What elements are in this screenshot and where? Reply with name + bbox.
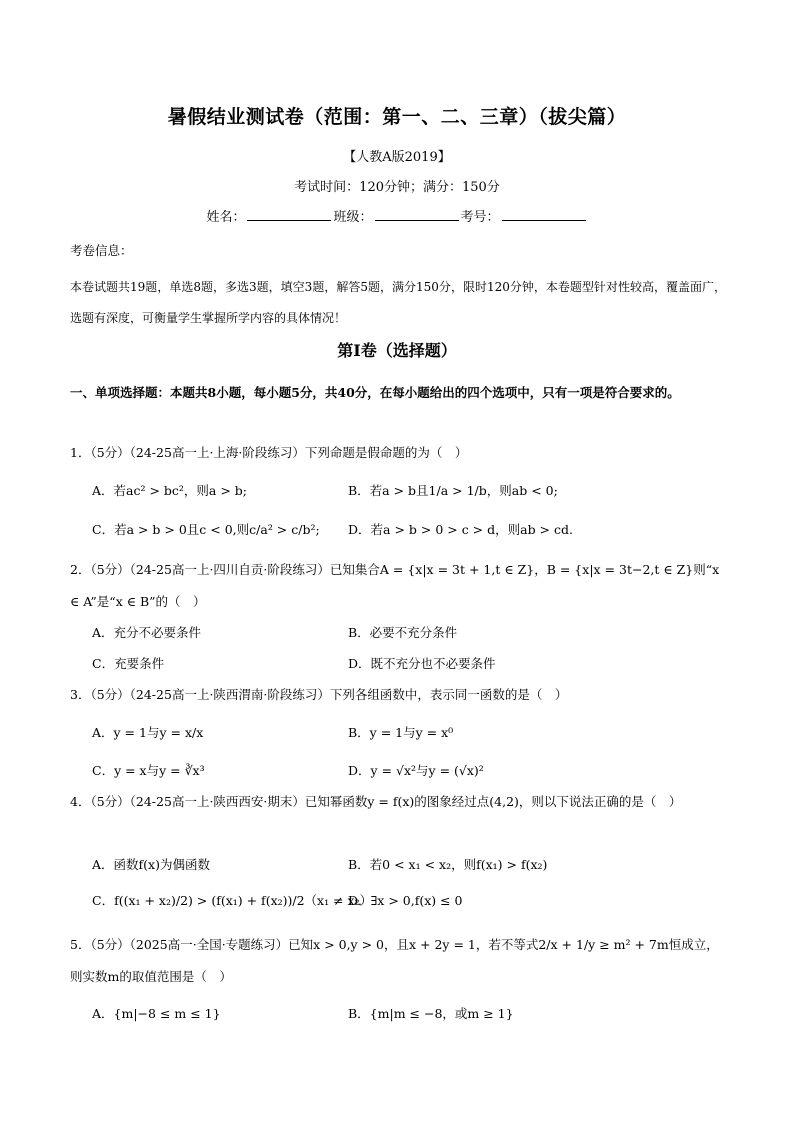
question-1-option-c[interactable]: C．若a > b > 0且c < 0,则c/a² > c/b²; [92,522,320,537]
question-3-option-b[interactable]: B．y = 1与y = x⁰ [348,725,454,740]
question-2-option-b[interactable]: B．必要不充分条件 [348,625,458,640]
question-1-option-b[interactable]: B．若a > b且1/a > 1/b，则ab < 0; [348,483,558,498]
name-blank[interactable] [247,208,331,221]
class-blank[interactable] [375,208,459,221]
class-label: 班级： [333,210,373,225]
question-3-option-d[interactable]: D．y = √x²与y = (√x)² [348,763,484,778]
question-1-option-a[interactable]: A．若ac² > bc²，则a > b; [92,483,248,498]
question-2-option-c[interactable]: C．充要条件 [92,656,165,671]
question-5-stem: 5．（5分）（2025高一·全国·专题练习）已知x > 0,y > 0，且x + 2y = 1，若不等式2/x + 1/y ≥ m² + 7m恒成立，则实数m的取值范围是（ ） [70,937,719,984]
name-label: 姓名： [206,210,246,225]
question-3-stem: 3．（5分）（24-25高一上·陕西渭南·阶段练习）下列各组函数中，表示同一函数的是（ ） [70,687,568,702]
question-4-option-a[interactable]: A．函数f(x)为偶函数 [92,857,210,872]
question-4-option-d[interactable]: D．∃x > 0,f(x) ≤ 0 [348,893,463,908]
question-4-stem: 4．（5分）（24-25高一上·陕西西安·期末）已知幂函数y = f(x)的图象经过点(4,2)，则以下说法正确的是（ ） [70,794,682,809]
page-title: 暑假结业测试卷（范围：第一、二、三章）（拔尖篇） [167,106,627,128]
exam-info-text: 本卷试题共19题，单选8题，多选3题，填空3题，解答5题，满分150分，限时120分钟，本卷题型针对性较高，覆盖面广，选题有深度，可衡量学生掌握所学内容的具体情况！ [70,280,726,325]
id-blank[interactable] [502,208,586,221]
question-5-option-b[interactable]: B．{m|m ≤ −8，或m ≥ 1} [348,1006,514,1021]
part1-heading: 一、单项选择题：本题共8小题，每小题5分，共40分，在每小题给出的四个选项中，只有一项是符合要求的。 [70,385,680,400]
question-2-option-d[interactable]: D．既不充分也不必要条件 [348,656,496,671]
question-3-option-c[interactable]: C．y = x与y = ∛x³ [92,763,205,778]
question-5-option-a[interactable]: A．{m|−8 ≤ m ≤ 1} [92,1006,221,1021]
id-label: 考号： [460,210,500,225]
question-3-option-a[interactable]: A．y = 1与y = x/x [92,725,204,740]
edition-label: 【人教A版2019】 [343,150,451,165]
question-4-option-b[interactable]: B．若0 < x₁ < x₂，则f(x₁) > f(x₂) [348,857,548,872]
question-4-option-c[interactable]: C．f((x₁ + x₂)/2) > (f(x₁) + f(x₂))/2（x₁ ≠ x₂） [92,893,373,908]
question-1-option-d[interactable]: D．若a > b > 0 > c > d，则ab > cd. [348,522,573,537]
question-2-option-a[interactable]: A．充分不必要条件 [92,625,202,640]
exam-info-label: 考卷信息： [70,243,133,258]
question-1-stem: 1．（5分）（24-25高一上·上海·阶段练习）下列命题是假命题的为（ ） [70,445,468,460]
student-info-fields [0,206,794,225]
question-2-stem: 2．（5分）（24-25高一上·四川自贡·阶段练习）已知集合A = {x|x = 3t + 1,t ∈ Z}，B = {x|x = 3t−2,t ∈ Z}则“x ∈ A”是“x ∈ B”的（ ） [70,562,720,609]
section-title: 第Ⅰ卷（选择题） [337,341,457,360]
time-score-line: 考试时间：120分钟；满分：150分 [294,180,500,195]
